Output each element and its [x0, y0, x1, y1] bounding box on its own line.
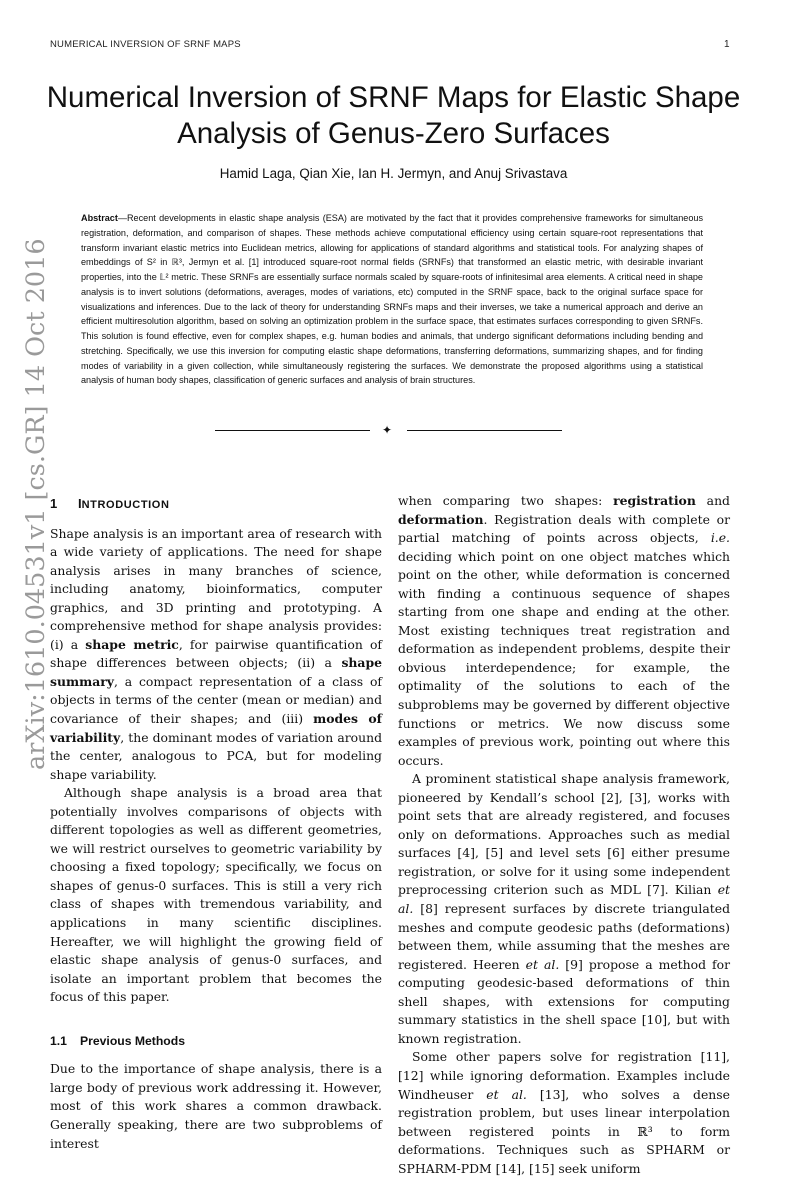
paper-title: Numerical Inversion of SRNF Maps for Elastic Shape Analysis of Genus-Zero Surfaces — [46, 81, 741, 150]
arxiv-stamp: arXiv:1610.04531v1 [cs.GR] 14 Oct 2016 — [21, 238, 51, 770]
right-paragraph-1: when comparing two shapes: registration and deformation. Registration deals with complete or partial matching of points across objects, i.e. deciding which point on one object matches which point on the other, while deformation is concerned with finding a continuous sequence of shapes starting from one shape and ending at the other. Most existing techniques treat registration and deformation as independent problems, despite their obvious interdependence; for example, the optimality of the solutions to each of the subproblems may be governed by different objective functions or metrics. We now discuss some examples of previous work, pointing out where this occurs. — [398, 493, 730, 768]
subsection-title: Previous Methods — [80, 1033, 185, 1048]
running-head: NUMERICAL INVERSION OF SRNF MAPS — [50, 39, 241, 50]
subsection-number: 1.1 — [50, 1033, 67, 1048]
keyword-deformation: deformation — [398, 511, 484, 527]
keyword-registration: registration — [613, 493, 696, 508]
right-paragraph-2: A prominent statistical shape analysis framework, pioneered by Kendall’s school [2], [3], works with point sets that are already registered, and focuses only on deformations. Approaches such as medial surfaces [4], [5] and level sets [6] either presume registration, or solve for it using some independent preprocessing criterion such as MDL [7]. Kilian et al. [8] represent surfaces by discrete triangulated meshes and compute geodesic paths (deformations) between them, while assuming that the meshes are registered. Heeren et al. [9] propose a method for computing geodesic-based deformations of thin shell shapes, with extensions for computing summary statistics in the shell space [10], but with known registration. — [398, 771, 730, 1046]
author-list: Hamid Laga, Qian Xie, Ian H. Jermyn, and Anuj Srivastava — [219, 166, 568, 181]
abstract-label: Abstract — [81, 213, 118, 223]
section-title-rest: NTRODUCTION — [81, 499, 170, 511]
divider-star-icon: ✦ — [382, 423, 393, 437]
previous-methods-paragraph-1: Due to the importance of shape analysis, there is a large body of previous work addressing it. However, most of this work shares a common drawback. Generally speaking, there are two subproblems of interest — [50, 1061, 382, 1151]
right-column — [398, 492, 730, 1178]
right-paragraph-3: Some other papers solve for registration [11], [12] while ignoring deformation. Examples include Windheuser et al. [13], who solves a dense registration problem, but uses linear interpolation between registered points in ℝ³ to form deformations. Techniques such as SPHARM or SPHARM-PDM [14], [15] seek uniform — [398, 1049, 730, 1176]
keyword-shape-summary: shape summary — [50, 655, 382, 689]
divider-rule-right — [407, 430, 562, 431]
abstract — [81, 211, 703, 388]
section-heading-introduction — [50, 495, 382, 515]
keyword-shape-metric: shape metric — [85, 636, 179, 652]
page-number: 1 — [724, 39, 730, 50]
divider-rule-left — [215, 430, 370, 431]
section-title-initial: I — [78, 496, 82, 511]
section-divider — [215, 423, 565, 437]
intro-paragraph-1: Shape analysis is an important area of research with a wide variety of applications. The need for shape analysis arises in many branches of science, including anatomy, bioinformatics, computer graphics, and 3D printing and prototyping. A comprehensive method for shape analysis provides: (i) a shape metric, for pairwise quantification of shape differences between objects; (ii) a shape summary, a compact representation of a class of objects in terms of the center (mean or median) and covariance of their shapes; and (iii) modes of variability, the dominant modes of variation around the center, analogous to PCA, but for modeling shape variability. — [50, 525, 383, 782]
left-column — [50, 495, 382, 1153]
section-number: 1 — [50, 496, 58, 511]
abstract-text: —Recent developments in elastic shape analysis (ESA) are motivated by the fact that it provides comprehensive frameworks for simultaneous registration, deformation, and comparison of shapes. These methods achieve computational efficiency using certain square-root representations that transform invariant elastic metrics into Euclidean metrics, allowing for applications of standard algorithms and statistical tools. For analyzing shapes of embeddings of S² in ℝ³, Jermyn et al. [1] introduced square-root normal fields (SRNFs) that transformed an elastic metric, with desirable invariant properties, into the 𝕃² metric. These SRNFs are essentially surface normals scaled by square-roots of infinitesimal area elements. A critical need in shape analysis is to invert solutions (deformations, averages, modes of variations, etc) computed in the SRNF space, back to the original surface space for visualizations and inferences. Due to the lack of theory for understanding SRNFs maps and their inverses, we take a numerical approach and derive an efficient multiresolution algorithm, based on solving an optimization problem in the surface space, that estimates surfaces corresponding to given SRNFs. This solution is found effective, even for complex shapes, e.g. human bodies and animals, that undergo significant deformations including bending and stretching. Specifically, we use this inversion for computing elastic shape deformations, transferring deformations, summarizing shapes, and for finding modes of variability in a given collection, while simultaneously registering the surfaces. We demonstrate the proposed algorithms using a statistical analysis of human body shapes, classification of generic surfaces and analysis of brain structures. — [81, 213, 703, 386]
intro-paragraph-2: Although shape analysis is a broad area that potentially involves comparisons of objects with different topologies as well as different geometries, we will restrict ourselves to geometric variability by choosing a fixed topology; specifically, we focus on shapes of genus-0 surfaces. This is still a very rich class of shapes with tremendous variability, and applications in many scientific disciplines. Hereafter, we will highlight the growing field of elastic shape analysis of genus-0 surfaces, and isolate an important problem that becomes the focus of this paper. — [50, 785, 382, 1005]
subsection-heading-previous-methods — [50, 1032, 382, 1051]
keyword-modes-of-variability: modes of variability — [50, 711, 383, 745]
